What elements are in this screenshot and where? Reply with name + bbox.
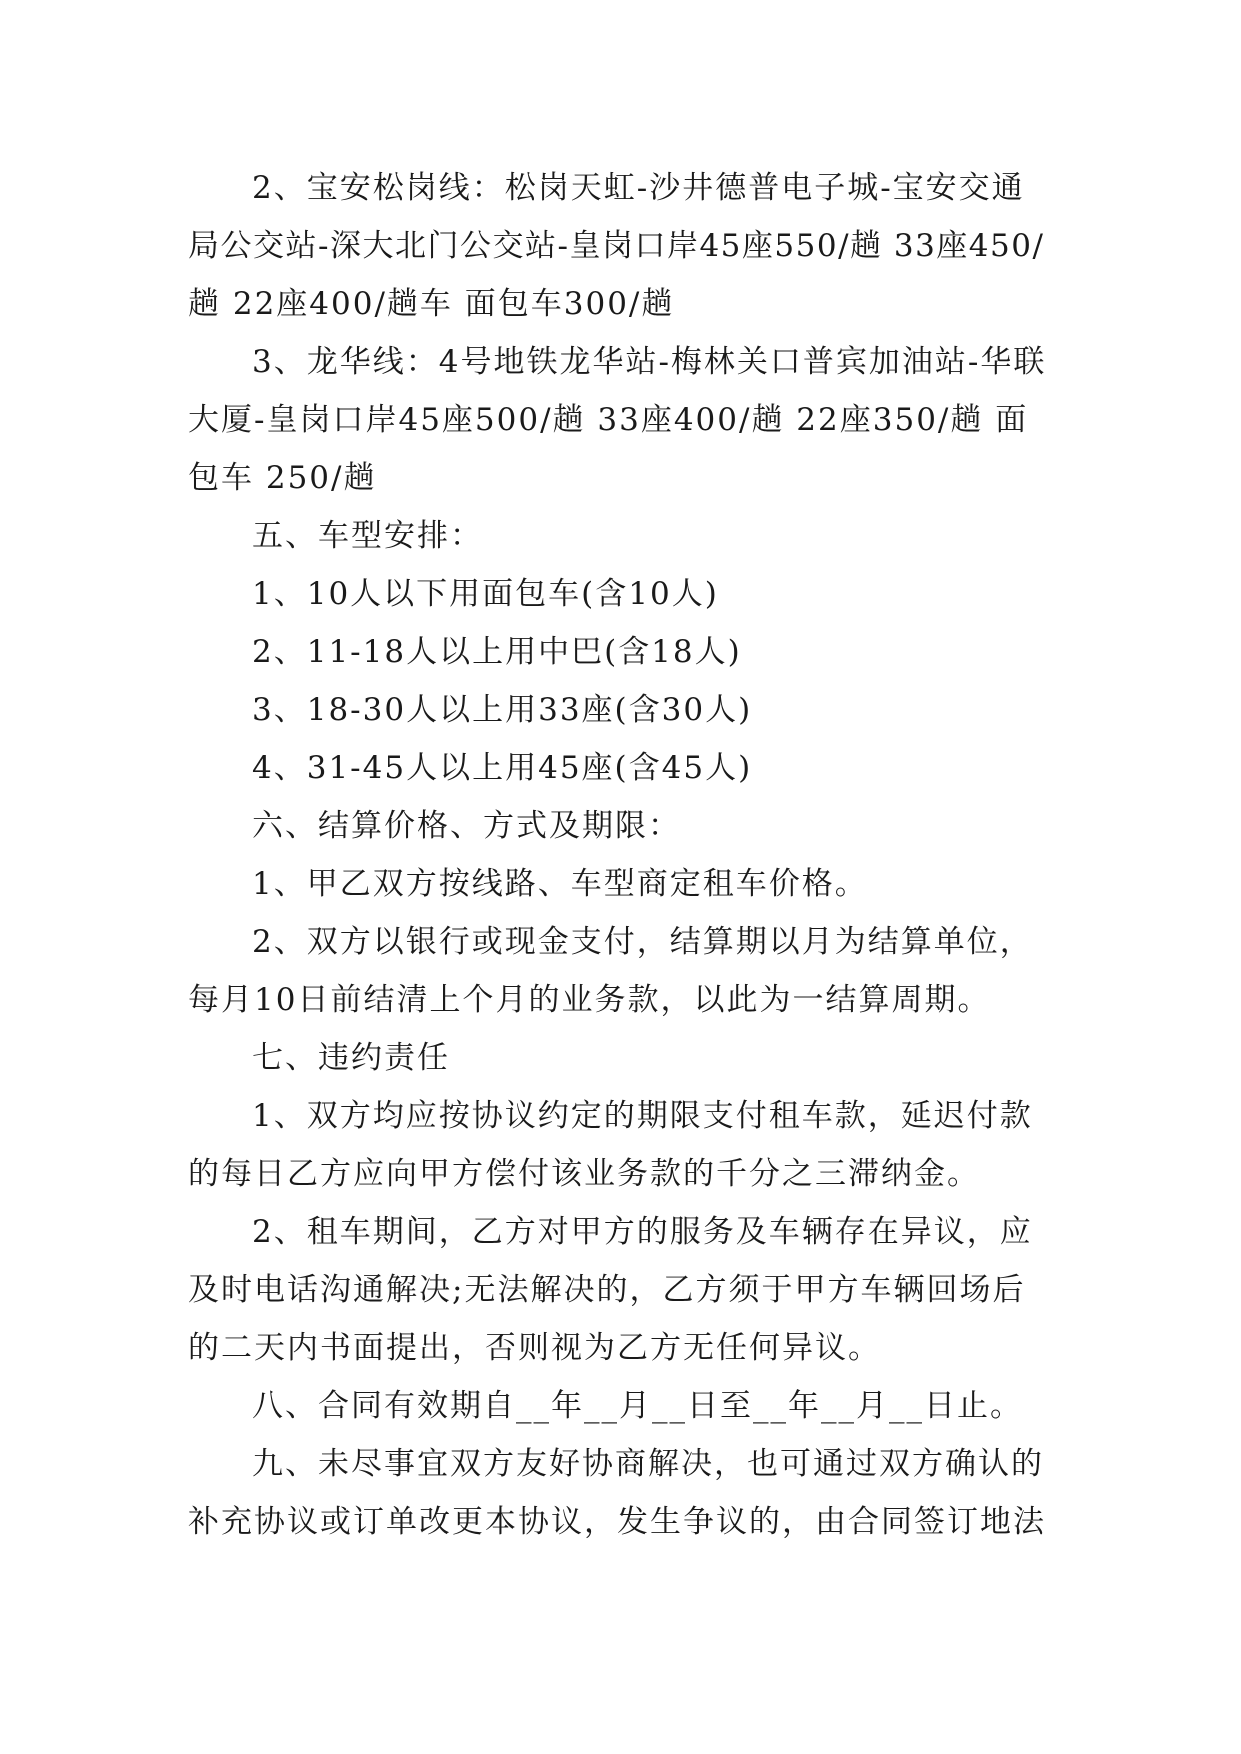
- paragraph-line: 补充协议或订单改更本协议，发生争议的，由合同签订地法: [188, 1504, 1046, 1540]
- section-heading: 七、违约责任: [252, 1040, 450, 1076]
- paragraph-line: 包车 250/趟: [188, 460, 377, 496]
- list-item: 1、双方均应按协议约定的期限支付租车款，延迟付款: [252, 1098, 1033, 1134]
- paragraph-line: 的二天内书面提出，否则视为乙方无任何异议。: [188, 1330, 881, 1366]
- paragraph-line: 局公交站-深大北门公交站-皇岗口岸45座550/趟 33座450/: [188, 228, 1045, 264]
- document-body: [188, 159, 1053, 1551]
- list-item: 2、双方以银行或现金支付，结算期以月为结算单位，: [252, 924, 1033, 960]
- list-item: 2、租车期间，乙方对甲方的服务及车辆存在异议，应: [252, 1214, 1033, 1250]
- paragraph-line: 趟 22座400/趟车 面包车300/趟: [188, 286, 675, 322]
- paragraph-line: 及时电话沟通解决;无法解决的，乙方须于甲方车辆回场后: [188, 1272, 1026, 1308]
- section-heading: 九、未尽事宜双方友好协商解决，也可通过双方确认的: [252, 1446, 1044, 1482]
- section-heading: 六、结算价格、方式及期限：: [252, 808, 681, 844]
- section-heading: 八、合同有效期自__年__月__日至__年__月__日止。: [252, 1388, 1023, 1424]
- paragraph-line: 3、龙华线：4号地铁龙华站-梅林关口普宾加油站-华联: [252, 344, 1047, 380]
- paragraph-line: 每月10日前结清上个月的业务款，以此为一结算周期。: [188, 982, 991, 1018]
- paragraph-line: 的每日乙方应向甲方偿付该业务款的千分之三滞纳金。: [188, 1156, 980, 1192]
- list-item: 3、18-30人以上用33座(含30人): [252, 692, 753, 728]
- list-item: 1、10人以下用面包车(含10人): [252, 576, 719, 612]
- list-item: 2、11-18人以上用中巴(含18人): [252, 634, 742, 670]
- list-item: 1、甲乙双方按线路、车型商定租车价格。: [252, 866, 868, 902]
- paragraph-line: 大厦-皇岗口岸45座500/趟 33座400/趟 22座350/趟 面: [188, 402, 1029, 438]
- list-item: 4、31-45人以上用45座(含45人): [252, 750, 753, 786]
- section-heading: 五、车型安排：: [252, 518, 483, 554]
- paragraph-line: 2、宝安松岗线：松岗天虹-沙井德普电子城-宝安交通: [252, 170, 1025, 206]
